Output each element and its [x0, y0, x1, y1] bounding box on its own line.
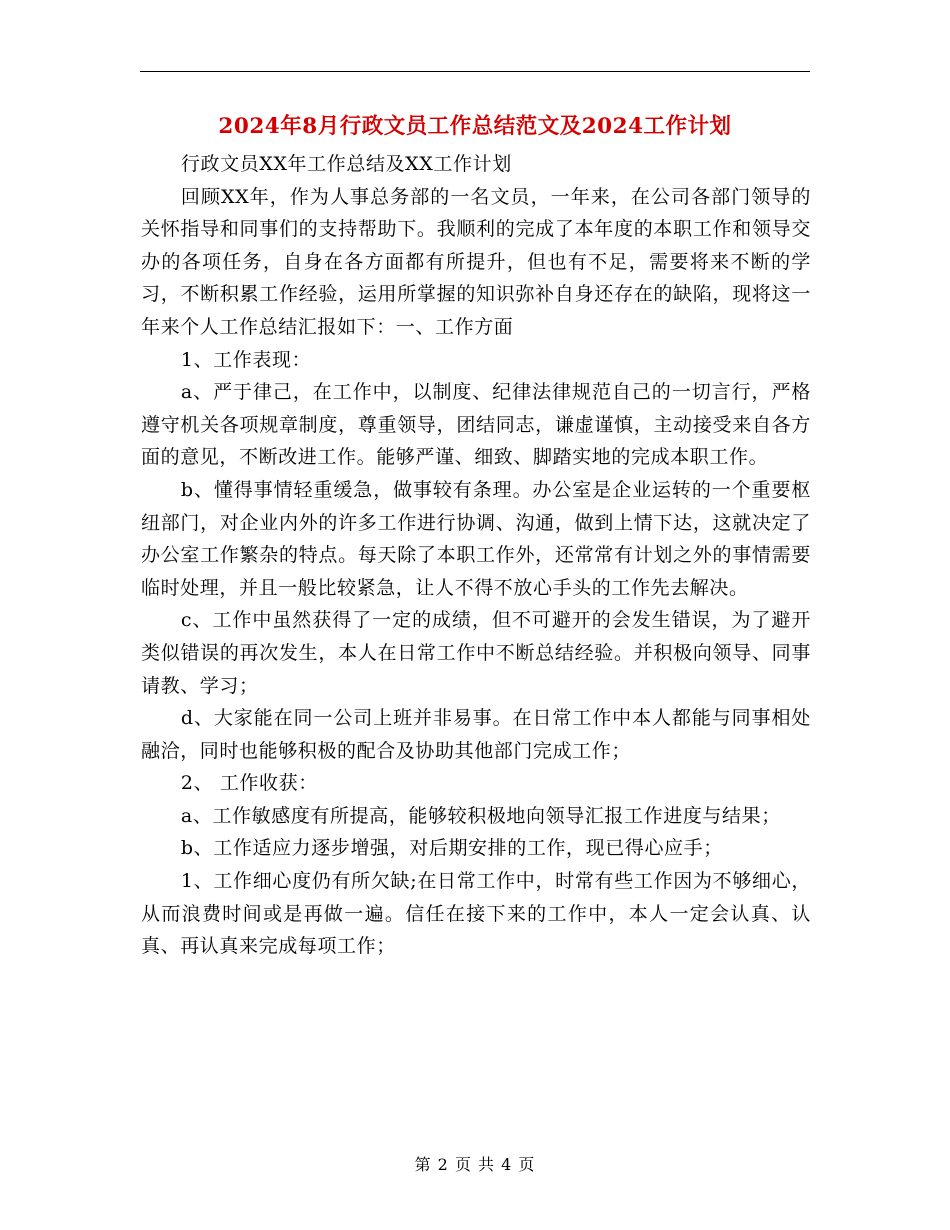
paragraph-heading-work-performance: 1、工作表现： [180, 348, 312, 371]
document-body [141, 148, 811, 963]
paragraph-item-a: a、严于律己，在工作中，以制度、纪律法律规范自己的一切言行，严格遵守机关各项规章制度，尊重领导，团结同志，谦虚谨慎，主动接受来自各方面的意见，不断改进工作。能够严谨、细致、脚踏实地的完成本职工作。 [141, 381, 811, 469]
paragraph-item-c: c、工作中虽然获得了一定的成绩，但不可避开的会发生错误，为了避开类似错误的再次发生，本人在日常工作中不断总结经验。并积极向领导、同事请教、学习； [141, 609, 811, 697]
header-rule [140, 71, 810, 72]
paragraph-intro: 回顾XX年，作为人事总务部的一名文员，一年来，在公司各部门领导的关怀指导和同事们的支持帮助下。我顺利的完成了本年度的本职工作和领导交办的各项任务，自身在各方面都有所提升，但也有不足，需要将来不断的学习，不断积累工作经验，运用所掌握的知识弥补自身还存在的缺陷，现将这一年来个人工作总结汇报如下：一、工作方面 [141, 185, 811, 338]
document-title: 2024年8月行政文员工作总结范文及2024工作计划 [218, 114, 732, 139]
paragraph-subtitle: 行政文员XX年工作总结及XX工作计划 [180, 153, 512, 175]
paragraph-item-d: d、大家能在同一公司上班并非易事。在日常工作中本人都能与同事相处融洽，同时也能够积极的配合及协助其他部门完成工作； [141, 707, 811, 762]
paragraph-item-b: b、懂得事情轻重缓急，做事较有条理。办公室是企业运转的一个重要枢纽部门，对企业内外的许多工作进行协调、沟通，做到上情下达，这就决定了办公室工作繁杂的特点。每天除了本职工作外，还常常有计划之外的事情需要临时处理，并且一般比较紧急，让人不得不放心手头的工作先去解决。 [141, 478, 811, 599]
paragraph-shortcoming-1: 1、工作细心度仍有所欠缺;在日常工作中，时常有些工作因为不够细心，从而浪费时间或是再做一遍。信任在接下来的工作中，本人一定会认真、认真、再认真来完成每项工作； [141, 870, 811, 958]
paragraph-gain-b: b、工作适应力逐步增强，对后期安排的工作，现已得心应手； [180, 837, 723, 860]
paragraph-heading-work-gains: 2、 工作收获： [180, 772, 318, 795]
page-number-footer: 第 2 页 共 4 页 [414, 1155, 536, 1174]
paragraph-gain-a: a、工作敏感度有所提高，能够较积极地向领导汇报工作进度与结果； [180, 804, 781, 827]
